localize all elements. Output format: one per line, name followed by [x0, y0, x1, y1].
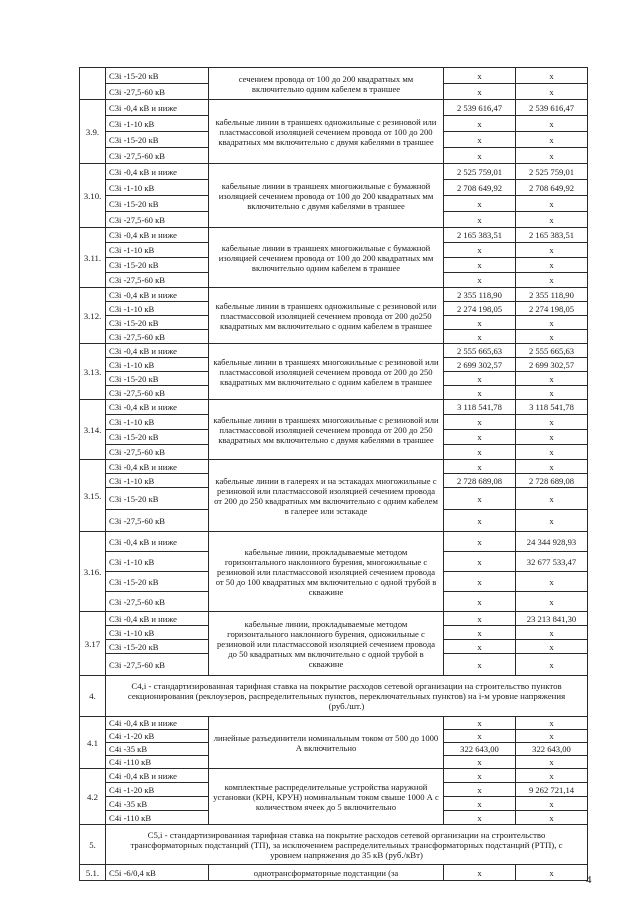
- rate-code: С3i -27,5-60 кВ: [106, 445, 209, 460]
- value-col1: х: [444, 243, 516, 258]
- value-col1: х: [444, 797, 516, 811]
- rate-code: С3i -0,4 кВ и ниже: [106, 344, 209, 358]
- row-number: 3.12.: [80, 288, 106, 344]
- value-col2: х: [516, 445, 588, 460]
- row-number: 5.1.: [80, 865, 106, 881]
- value-col1: х: [444, 330, 516, 344]
- rate-code: С4i -0,4 кВ и ниже: [106, 717, 209, 730]
- value-col1: х: [444, 552, 516, 572]
- row-description: комплектные распределительные устройства наружной установки (КРН, КРУН) номинальным током свыше 1000 А с количеством ячеек до 5 включительно: [209, 769, 444, 825]
- value-col1: 2 355 118,90: [444, 288, 516, 302]
- row-number: 4.1: [80, 717, 106, 769]
- value-col2: х: [516, 196, 588, 212]
- value-col1: х: [444, 717, 516, 730]
- value-col1: х: [444, 488, 516, 510]
- rate-code: С3i -0,4 кВ и ниже: [106, 228, 209, 243]
- value-col1: х: [444, 415, 516, 430]
- row-number: 3.15.: [80, 460, 106, 532]
- rate-code: С4i -35 кВ: [106, 743, 209, 756]
- value-col1: х: [444, 612, 516, 626]
- row-number: 3.9.: [80, 100, 106, 164]
- rate-code: С3i -1-10 кВ: [106, 415, 209, 430]
- rate-code: С3i -27,5-60 кВ: [106, 330, 209, 344]
- value-col1: 2 708 649,92: [444, 180, 516, 196]
- row-number: [80, 68, 106, 100]
- value-col2: 322 643,00: [516, 743, 588, 756]
- value-col1: 3 118 541,78: [444, 400, 516, 415]
- row-description: кабельные линии в траншеях многожильные с резиновой или пластмассовой изоляцией сечением провода от 200 до 250 квадратных мм включительно с одним кабелем в траншее: [209, 344, 444, 400]
- value-col2: х: [516, 116, 588, 132]
- value-col1: х: [444, 572, 516, 592]
- rate-code: С3i -1-10 кВ: [106, 243, 209, 258]
- value-col2: х: [516, 68, 588, 84]
- value-col2: х: [516, 769, 588, 783]
- rate-code: С3i -0,4 кВ и ниже: [106, 612, 209, 626]
- rate-code: С3i -27,5-60 кВ: [106, 592, 209, 612]
- rate-code: С3i -15-20 кВ: [106, 640, 209, 654]
- row-number: 3.10.: [80, 164, 106, 228]
- rate-code: С3i -15-20 кВ: [106, 68, 209, 84]
- rate-code: С3i -27,5-60 кВ: [106, 212, 209, 228]
- value-col1: х: [444, 132, 516, 148]
- rate-code: С3i -0,4 кВ и ниже: [106, 100, 209, 116]
- value-col2: 32 677 533,47: [516, 552, 588, 572]
- value-col1: 322 643,00: [444, 743, 516, 756]
- value-col1: х: [444, 756, 516, 769]
- value-col2: х: [516, 865, 588, 881]
- value-col1: 2 165 383,51: [444, 228, 516, 243]
- row-description: линейные разъединители номинальным током от 500 до 1000 А включительно: [209, 717, 444, 769]
- rate-code: С3i -1-10 кВ: [106, 180, 209, 196]
- value-col2: 2 165 383,51: [516, 228, 588, 243]
- rate-code: С3i -0,4 кВ и ниже: [106, 460, 209, 474]
- row-description: кабельные линии в траншеях одножильные с резиновой или пластмассовой изоляцией сечением провода от 200 до250 квадратных мм включительно с одним кабелем в траншее: [209, 288, 444, 344]
- rate-code: С4i -110 кВ: [106, 811, 209, 825]
- value-col1: 2 728 689,08: [444, 474, 516, 488]
- page-number: 4: [586, 874, 592, 886]
- value-col1: х: [444, 640, 516, 654]
- value-col1: х: [444, 654, 516, 676]
- value-col1: 2 539 616,47: [444, 100, 516, 116]
- value-col2: х: [516, 243, 588, 258]
- value-col1: х: [444, 783, 516, 797]
- rate-code: С3i -27,5-60 кВ: [106, 148, 209, 164]
- value-col2: х: [516, 811, 588, 825]
- value-col2: 2 708 649,92: [516, 180, 588, 196]
- row-number: 3.17: [80, 612, 106, 676]
- value-col2: х: [516, 510, 588, 532]
- value-col1: х: [444, 626, 516, 640]
- row-description: кабельные линии, прокладываемые методом горизонтального наклонного бурения, одножильные с резиновой или пластмассовой изоляцией сечением провода до 50 квадратных мм включительно с одной трубой в скважине: [209, 612, 444, 676]
- value-col1: 2 555 665,63: [444, 344, 516, 358]
- value-col1: х: [444, 212, 516, 228]
- rate-code: С3i -15-20 кВ: [106, 196, 209, 212]
- rate-code: С3i -1-10 кВ: [106, 626, 209, 640]
- value-col1: х: [444, 84, 516, 100]
- value-col1: х: [444, 148, 516, 164]
- rate-code: С3i -0,4 кВ и ниже: [106, 400, 209, 415]
- rate-code: С3i -0,4 кВ и ниже: [106, 288, 209, 302]
- rate-code: С3i -15-20 кВ: [106, 316, 209, 330]
- value-col2: х: [516, 132, 588, 148]
- value-col2: х: [516, 572, 588, 592]
- row-number: 3.13.: [80, 344, 106, 400]
- rate-code: С3i -1-10 кВ: [106, 116, 209, 132]
- rate-code: С3i -15-20 кВ: [106, 372, 209, 386]
- rate-code: С3i -15-20 кВ: [106, 258, 209, 273]
- rate-code: С4i -1-20 кВ: [106, 783, 209, 797]
- row-description: кабельные линии в траншеях многожильные с бумажной изоляцией сечением провода от 100 до 200 квадратных мм включительно одним кабелем в траншее: [209, 228, 444, 288]
- value-col2: х: [516, 640, 588, 654]
- value-col2: х: [516, 148, 588, 164]
- value-col1: х: [444, 68, 516, 84]
- value-col2: х: [516, 330, 588, 344]
- row-description: однотрансформаторные подстанции (за: [209, 865, 444, 881]
- row-description: кабельные линии в траншеях многожильные с резиновой или пластмассовой изоляцией сечением провода от 200 до 250 квадратных мм включительно с двумя кабелями в траншее: [209, 400, 444, 460]
- tariff-table: [79, 67, 588, 881]
- value-col2: х: [516, 212, 588, 228]
- rate-code: С3i -0,4 кВ и ниже: [106, 164, 209, 180]
- value-col2: 2 355 118,90: [516, 288, 588, 302]
- rate-code: С3i -1-10 кВ: [106, 474, 209, 488]
- value-col1: х: [444, 730, 516, 743]
- value-col2: 3 118 541,78: [516, 400, 588, 415]
- rate-code: С3i -15-20 кВ: [106, 572, 209, 592]
- rate-code: С4i -110 кВ: [106, 756, 209, 769]
- value-col2: 2 555 665,63: [516, 344, 588, 358]
- row-description: кабельные линии в траншеях многожильные с бумажной изоляцией сечением провода от 100 до 200 квадратных мм включительно с двумя кабелями в траншее: [209, 164, 444, 228]
- value-col2: х: [516, 430, 588, 445]
- value-col2: х: [516, 730, 588, 743]
- rate-code: С3i -27,5-60 кВ: [106, 654, 209, 676]
- value-col1: 2 274 198,05: [444, 302, 516, 316]
- value-col1: х: [444, 196, 516, 212]
- rate-code: С3i -15-20 кВ: [106, 488, 209, 510]
- value-col1: х: [444, 372, 516, 386]
- value-col1: х: [444, 258, 516, 273]
- value-col2: х: [516, 316, 588, 330]
- rate-code: С3i -1-10 кВ: [106, 302, 209, 316]
- value-col2: х: [516, 797, 588, 811]
- row-description: кабельные линии в траншеях одножильные с резиновой или пластмассовой изоляцией сечением провода от 100 до 200 квадратных мм включительно с двумя кабелями в траншее: [209, 100, 444, 164]
- rate-code: С3i -0,4 кВ и ниже: [106, 532, 209, 552]
- row-number: 4.: [80, 676, 106, 717]
- row-number: 3.16.: [80, 532, 106, 612]
- rate-code: С4i -1-20 кВ: [106, 730, 209, 743]
- rate-code: С4i -0,4 кВ и ниже: [106, 769, 209, 783]
- row-number: 3.14.: [80, 400, 106, 460]
- value-col1: х: [444, 510, 516, 532]
- value-col1: х: [444, 273, 516, 288]
- row-description: кабельные линии, прокладываемые методом горизонтального наклонного бурения, многожильные с резиновой или пластмассовой изоляцией сечением провода от 50 до 100 квадратных мм включительно с одной трубой в скважине: [209, 532, 444, 612]
- rate-code: С4i -35 кВ: [106, 797, 209, 811]
- section-heading: С4,i - стандартизированная тарифная ставка на покрытие расходов сетевой организации на строительство пунктов секционирования (реклоузеров, распределительных пунктов, переключательных пунктов) на i-м уровне напряжения (руб./шт.): [106, 676, 588, 717]
- value-col1: х: [444, 430, 516, 445]
- value-col1: х: [444, 445, 516, 460]
- value-col2: х: [516, 592, 588, 612]
- value-col2: 2 525 759,01: [516, 164, 588, 180]
- value-col1: 2 699 302,57: [444, 358, 516, 372]
- value-col1: х: [444, 116, 516, 132]
- value-col2: х: [516, 386, 588, 400]
- section-heading: С5,i - стандартизированная тарифная ставка на покрытие расходов сетевой организации на строительство трансформаторных подстанций (ТП), за исключением распределительных трансформаторных подстанций (РТП), с уровнем напряжения до 35 кВ (руб./кВт): [106, 825, 588, 865]
- row-description: кабельные линии в галереях и на эстакадах многожильные с резиновой или пластмассовой изоляцией сечением провода от 200 до 250 квадратных мм включительно с одним кабелем в галерее или эстакаде: [209, 460, 444, 532]
- value-col2: х: [516, 756, 588, 769]
- value-col1: х: [444, 316, 516, 330]
- value-col2: 2 728 689,08: [516, 474, 588, 488]
- value-col2: х: [516, 654, 588, 676]
- rate-code: С5i -6/0,4 кВ: [106, 865, 209, 881]
- value-col1: х: [444, 592, 516, 612]
- rate-code: С3i -1-10 кВ: [106, 358, 209, 372]
- rate-code: С3i -15-20 кВ: [106, 132, 209, 148]
- value-col2: 24 344 928,93: [516, 532, 588, 552]
- value-col1: х: [444, 460, 516, 474]
- value-col1: х: [444, 865, 516, 881]
- row-number: 4.2: [80, 769, 106, 825]
- value-col2: 2 274 198,05: [516, 302, 588, 316]
- rate-code: С3i -15-20 кВ: [106, 430, 209, 445]
- value-col2: 2 699 302,57: [516, 358, 588, 372]
- rate-code: С3i -27,5-60 кВ: [106, 84, 209, 100]
- value-col2: х: [516, 460, 588, 474]
- value-col2: х: [516, 717, 588, 730]
- value-col2: 2 539 616,47: [516, 100, 588, 116]
- value-col1: х: [444, 532, 516, 552]
- value-col2: х: [516, 273, 588, 288]
- value-col1: 2 525 759,01: [444, 164, 516, 180]
- value-col2: х: [516, 626, 588, 640]
- value-col1: х: [444, 769, 516, 783]
- value-col1: х: [444, 811, 516, 825]
- row-number: 5.: [80, 825, 106, 865]
- row-description: сечением провода от 100 до 200 квадратных мм включительно одним кабелем в траншее: [209, 68, 444, 100]
- value-col2: 23 213 841,30: [516, 612, 588, 626]
- value-col2: х: [516, 488, 588, 510]
- rate-code: С3i -27,5-60 кВ: [106, 386, 209, 400]
- value-col2: х: [516, 372, 588, 386]
- value-col2: х: [516, 258, 588, 273]
- value-col2: х: [516, 84, 588, 100]
- value-col2: 9 262 721,14: [516, 783, 588, 797]
- rate-code: С3i -27,5-60 кВ: [106, 273, 209, 288]
- rate-code: С3i -1-10 кВ: [106, 552, 209, 572]
- rate-code: С3i -27,5-60 кВ: [106, 510, 209, 532]
- row-number: 3.11.: [80, 228, 106, 288]
- value-col2: х: [516, 415, 588, 430]
- value-col1: х: [444, 386, 516, 400]
